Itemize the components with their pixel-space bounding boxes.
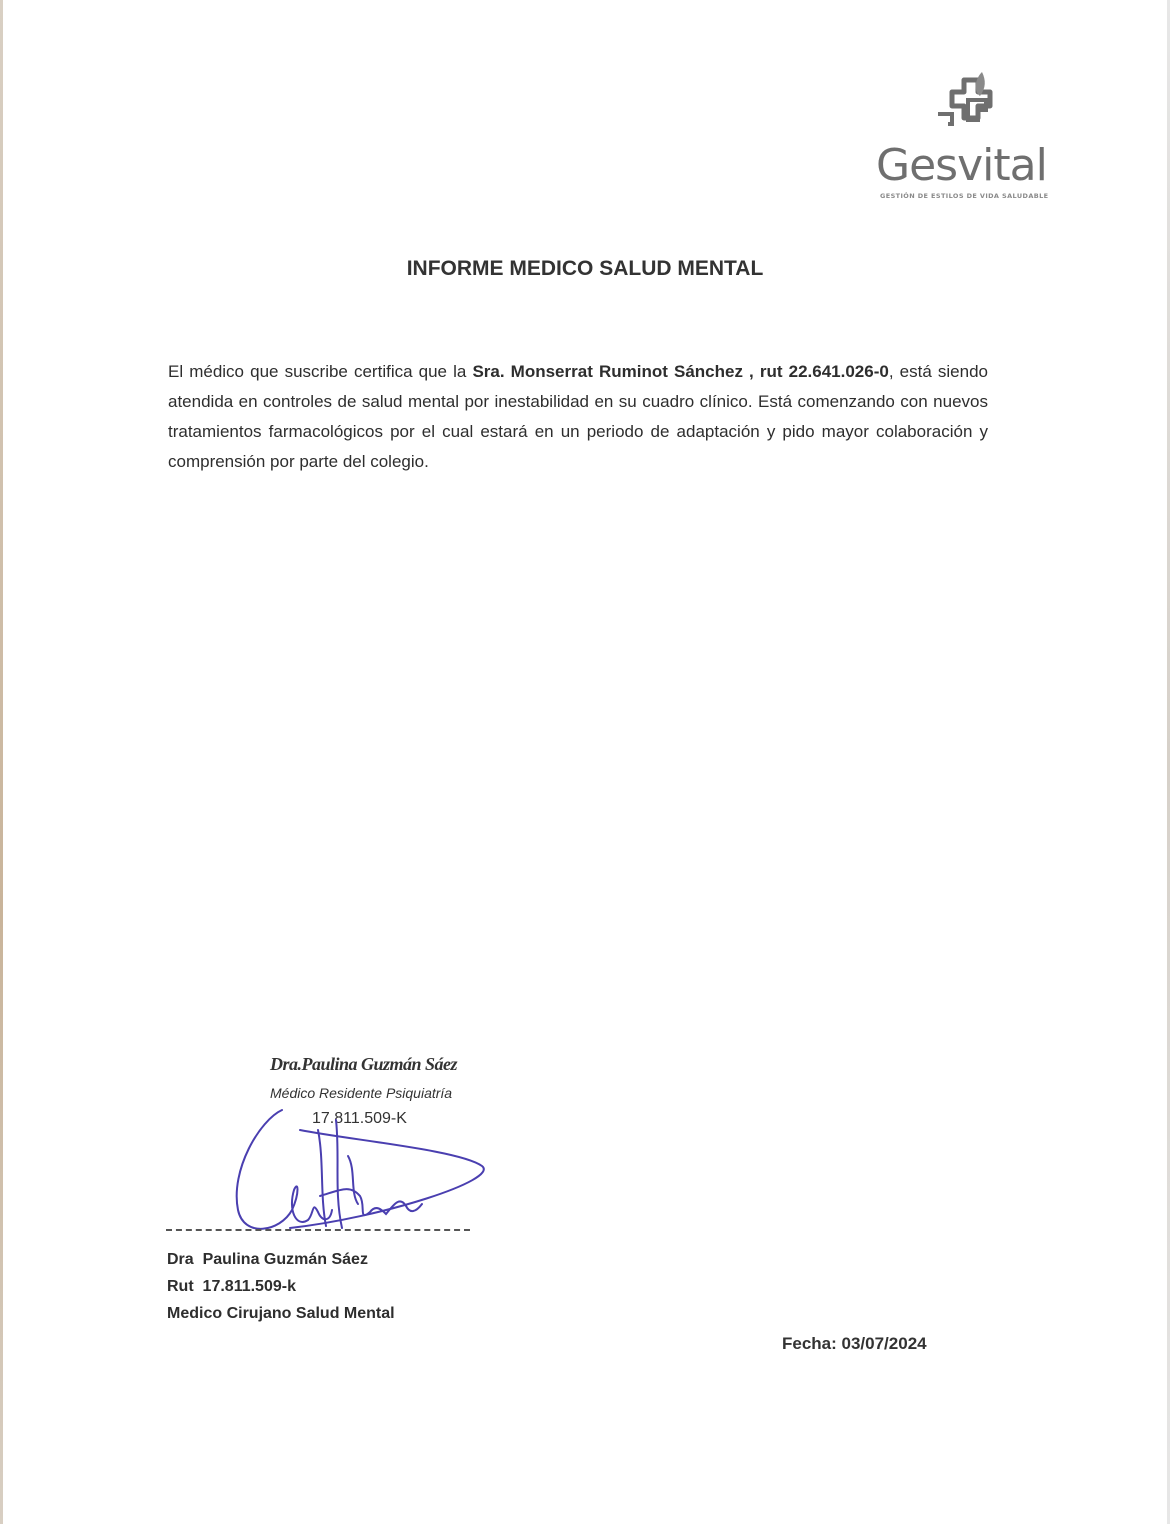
signer-name: Dra Paulina Guzmán Sáez [167,1251,368,1268]
stamp-doctor-rut: 17.811.509-K [312,1110,407,1127]
handwritten-signature [200,1100,500,1260]
gesvital-logo [872,70,1052,210]
patient-identity: Sra. Monserrat Ruminot Sánchez , rut 22.641.026-0 [472,362,889,381]
stamp-doctor-name: Dra.Paulina Guzmán Sáez [270,1054,458,1074]
signer-rut: Rut 17.811.509-k [167,1278,296,1295]
logo-wordmark: Gesvital [876,140,1047,191]
paper-edge-left [0,0,3,1524]
logo-tagline: GESTIÓN DE ESTILOS DE VIDA SALUDABLE [880,192,1049,200]
document-date: Fecha: 03/07/2024 [782,1334,927,1353]
document-title: INFORME MEDICO SALUD MENTAL [406,257,764,280]
stamp-doctor-role: Médico Residente Psiquiatría [270,1085,453,1101]
medical-cross-leaf-icon [930,70,998,150]
body-rest: , está siendo atendida en controles de salud mental por inestabilidad en su cuadro clínico. Está comenzando con nuevos tratamientos farmacológicos por el cual estará en un periodo de adaptación y pido mayor colaboración y comprensión por parte del colegio. [168,362,988,471]
signature-line [166,1229,470,1231]
signer-title: Medico Cirujano Salud Mental [167,1305,395,1322]
signer-block [167,1246,395,1327]
body-intro: El médico que suscribe certifica que la [168,362,473,381]
certificate-body [168,357,988,477]
